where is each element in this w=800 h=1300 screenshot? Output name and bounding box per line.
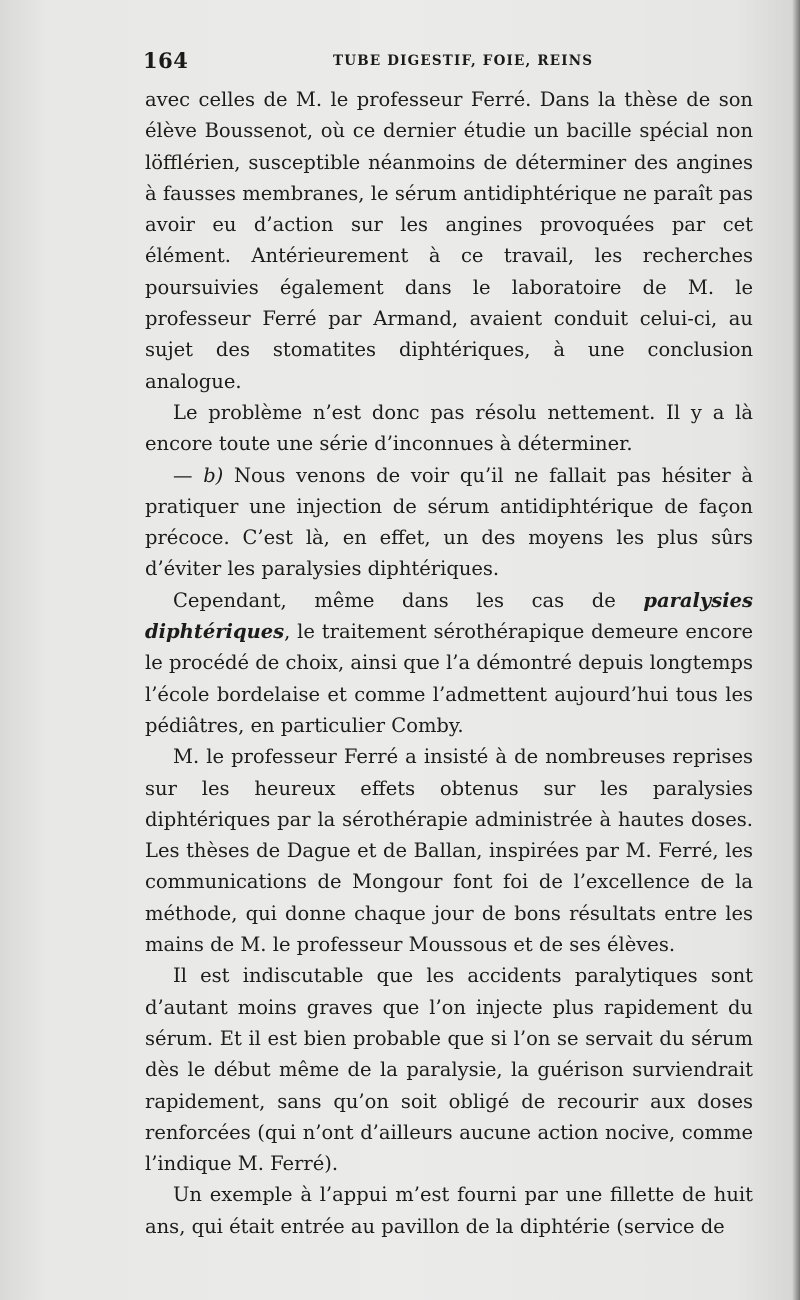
paragraph-4-before: Cependant, même dans les cas de [173, 588, 644, 612]
paragraph-6: Il est indiscutable que les accidents paralytiques sont d’autant moins graves que l’on injecte plus rapidement du sérum. Et il est bien probable que si l’on se servait du sérum dès le début même de la paralysie, la guérison surviendrait rapidement, sans qu’on soit obligé de recourir aux doses renforcées (qui n’ont d’ailleurs aucune action nocive, comme l’indique M. Ferré). [145, 964, 753, 1176]
list-marker: b) [203, 463, 224, 487]
paragraph-4 [145, 585, 753, 741]
paragraph-7: Un exemple à l’appui m’est fourni par une fillette de huit ans, qui était entrée au pavillon de la diphtérie (service de [145, 1183, 753, 1238]
page-header [143, 48, 753, 78]
paragraph-5: M. le professeur Ferré a insisté à de nombreuses reprises sur les heureux effets obtenus sur les paralysies diphtériques par la sérothérapie administrée à hautes doses. Les thèses de Dague et de Ballan, inspirées par M. Ferré, les communications de Mongour font foi de l’excellence de la méthode, qui donne chaque jour de bons résultats entre les mains de M. le professeur Moussous et de ses élèves. [145, 745, 753, 957]
paragraph-3-text: Nous venons de voir qu’il ne fallait pas hésiter à pratiquer une injection de sérum antidiphtérique de façon précoce. C’est là, en effet, un des moyens les plus sûrs d’éviter les paralysies diphtériques. [145, 463, 753, 581]
running-head: TUBE DIGESTIF, FOIE, REINS [333, 53, 594, 69]
em-dash: — [173, 463, 204, 487]
page-edge-shadow [792, 0, 800, 1300]
body-text [145, 84, 753, 1242]
emphasis-text: paralysies diphtériques [145, 588, 753, 644]
paragraph-3 [145, 460, 753, 585]
page-number: 164 [143, 48, 189, 73]
paragraph-2: Le problème n’est donc pas résolu nettement. Il y a là encore toute une série d’inconnues à déterminer. [145, 400, 753, 456]
paragraph-1: avec celles de M. le professeur Ferré. Dans la thèse de son élève Boussenot, où ce dernier étudie un bacille spécial non löfflérien, susceptible néanmoins de déterminer des angines à fausses membranes, le sérum antidiphtérique ne paraît pas avoir eu d’action sur les angines provoquées par cet élément. Antérieurement à ce travail, les recherches poursuivies également dans le laboratoire de M. le professeur Ferré par Armand, avaient conduit celui-ci, au sujet des stomatites diphtériques, à une conclusion analogue. [145, 88, 753, 393]
paragraph-4-after: , le traitement sérothérapique demeure encore le procédé de choix, ainsi que l’a démontré depuis longtemps l’école bordelaise et comme l’admettent aujourd’hui tous les pédiâtres, en particulier Comby. [145, 620, 753, 737]
